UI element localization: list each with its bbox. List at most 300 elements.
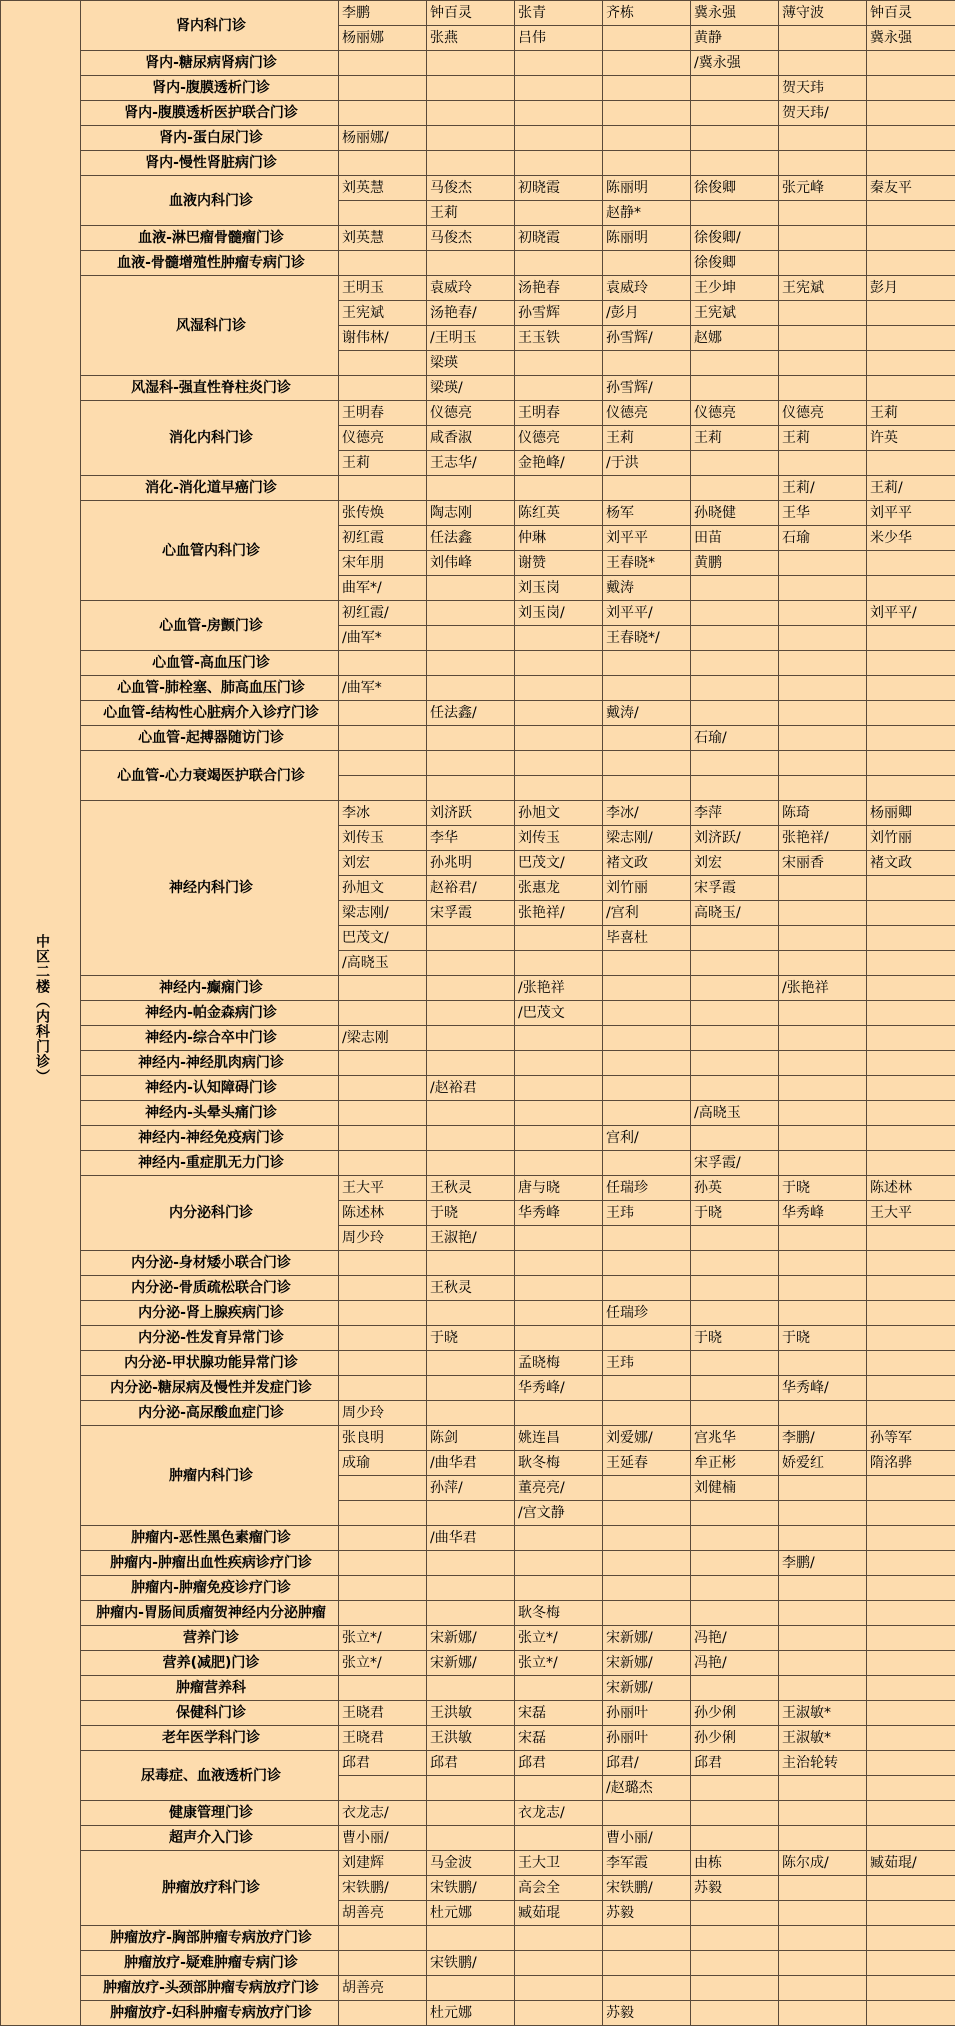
doctor-cell: 高会全 [515,1876,603,1901]
doctor-cell: 初红霞 [339,526,427,551]
schedule-row [1,376,955,401]
doctor-cell: 赵裕君/ [427,876,515,901]
doctor-cell [339,1376,427,1401]
doctor-cell: /曲华君 [427,1451,515,1476]
doctor-cell: 宫利/ [603,1126,691,1151]
doctor-cell [779,1051,867,1076]
doctor-cell: 曲军*/ [339,576,427,601]
doctor-cell: 王明玉 [339,276,427,301]
doctor-cell [867,976,955,1001]
clinic-name: 肿瘤放疗-妇科肿瘤专病放疗门诊 [81,2001,339,2026]
doctor-cell [691,576,779,601]
doctor-cell: 田苗 [691,526,779,551]
doctor-cell: /王明玉 [427,326,515,351]
doctor-cell: 石瑜/ [691,726,779,751]
clinic-name: 肿瘤内科门诊 [81,1426,339,1526]
doctor-cell: 于晓 [691,1201,779,1226]
schedule-row [1,676,955,701]
doctor-cell: 王宪斌 [339,301,427,326]
doctor-cell: 张立*/ [339,1651,427,1676]
doctor-cell: 邱君 [339,1751,427,1776]
doctor-cell: 邱君 [515,1751,603,1776]
clinic-name: 心血管内科门诊 [81,501,339,601]
doctor-cell: 刘英慧 [339,176,427,201]
schedule-row [1,1151,955,1176]
doctor-cell: 刘平平/ [603,601,691,626]
doctor-cell: 孙雪辉 [515,301,603,326]
doctor-cell [691,1276,779,1301]
schedule-row [1,1701,955,1726]
doctor-cell: 王莉/ [867,476,955,501]
doctor-cell: 张青 [515,1,603,26]
doctor-cell [867,151,955,176]
doctor-cell [339,1526,427,1551]
doctor-cell [603,1026,691,1051]
doctor-cell: 宋铁鹏/ [427,1876,515,1901]
doctor-cell [515,476,603,501]
doctor-cell: 张立*/ [515,1651,603,1676]
doctor-cell [691,1226,779,1251]
clinic-name: 心血管-结构性心脏病介入诊疗门诊 [81,701,339,726]
doctor-cell [691,601,779,626]
clinic-name: 神经内-综合卒中门诊 [81,1026,339,1051]
doctor-cell [691,676,779,701]
doctor-cell [779,1651,867,1676]
doctor-cell: 娇爱红 [779,1451,867,1476]
doctor-cell: 王莉 [603,426,691,451]
schedule-row [1,1026,955,1051]
doctor-cell: 吕伟 [515,26,603,51]
doctor-cell [779,626,867,651]
doctor-cell [867,1401,955,1426]
doctor-cell: 华秀峰 [779,1201,867,1226]
doctor-cell [691,1576,779,1601]
doctor-cell [867,926,955,951]
doctor-cell [691,1526,779,1551]
doctor-cell: 宋孚霞 [427,901,515,926]
doctor-cell [515,1301,603,1326]
schedule-row [1,1826,955,1851]
doctor-cell [867,1026,955,1051]
doctor-cell: 褚文政 [867,851,955,876]
doctor-cell [339,1676,427,1701]
doctor-cell [779,926,867,951]
schedule-row [1,1326,955,1351]
doctor-cell: 王秋灵 [427,1176,515,1201]
doctor-cell: 王春晓* [603,551,691,576]
doctor-cell [779,726,867,751]
clinic-name: 肿瘤放疗科门诊 [81,1851,339,1926]
doctor-cell [867,1251,955,1276]
clinic-name: 老年医学科门诊 [81,1726,339,1751]
doctor-cell: /赵璐杰 [603,1776,691,1801]
doctor-cell [603,951,691,976]
schedule-row [1,76,955,101]
doctor-cell [603,1401,691,1426]
doctor-cell [867,626,955,651]
doctor-cell: 王淑艳/ [427,1226,515,1251]
doctor-cell [867,1376,955,1401]
doctor-cell [339,1251,427,1276]
doctor-cell [779,2001,867,2026]
doctor-cell: /曲军* [339,676,427,701]
doctor-cell: 张艳祥/ [515,901,603,926]
clinic-name: 心血管-高血压门诊 [81,651,339,676]
doctor-cell [603,1801,691,1826]
doctor-cell [867,1001,955,1026]
doctor-cell [339,151,427,176]
clinic-name: 肿瘤放疗-疑难肿瘤专病门诊 [81,1951,339,1976]
doctor-cell [691,1251,779,1276]
doctor-cell [867,1926,955,1951]
doctor-cell [779,1401,867,1426]
doctor-cell: 王延春 [603,1451,691,1476]
doctor-cell: 冯艳/ [691,1626,779,1651]
doctor-cell: 李鹏 [339,1,427,26]
doctor-cell: 王洪敏 [427,1701,515,1726]
clinic-name: 神经内-头晕头痛门诊 [81,1101,339,1126]
doctor-cell [339,651,427,676]
doctor-cell [515,151,603,176]
schedule-row [1,976,955,1001]
doctor-cell: 耿冬梅 [515,1451,603,1476]
doctor-cell [691,451,779,476]
doctor-cell: 臧茹琨/ [867,1851,955,1876]
doctor-cell [427,1301,515,1326]
doctor-cell [691,101,779,126]
doctor-cell [779,226,867,251]
doctor-cell: 孟晓梅 [515,1351,603,1376]
doctor-cell: 王淑敏* [779,1701,867,1726]
doctor-cell [867,326,955,351]
doctor-cell [691,1401,779,1426]
clinic-name: 内分泌-骨质疏松联合门诊 [81,1276,339,1301]
schedule-row [1,2001,955,2026]
doctor-cell [779,1126,867,1151]
doctor-cell [779,1101,867,1126]
doctor-cell: 梁瑛/ [427,376,515,401]
doctor-cell: 宋铁鹏/ [339,1876,427,1901]
doctor-cell [339,1351,427,1376]
clinic-name: 内分泌-身材矮小联合门诊 [81,1251,339,1276]
doctor-cell: 华秀峰 [515,1201,603,1226]
doctor-cell: 王莉 [779,426,867,451]
doctor-cell: 陈丽明 [603,226,691,251]
doctor-cell [691,476,779,501]
doctor-cell [779,351,867,376]
doctor-cell [867,776,955,801]
doctor-cell [515,101,603,126]
doctor-cell [867,1151,955,1176]
clinic-name: 神经内-重症肌无力门诊 [81,1151,339,1176]
schedule-row [1,1126,955,1151]
doctor-cell: 王明春 [339,401,427,426]
schedule-row [1,401,955,426]
doctor-cell: 宋磊 [515,1726,603,1751]
doctor-cell [427,576,515,601]
doctor-cell: 贺天玮/ [779,101,867,126]
doctor-cell: 王大平 [867,1201,955,1226]
doctor-cell [339,101,427,126]
doctor-cell [427,951,515,976]
doctor-cell [691,1551,779,1576]
clinic-name: 内分泌-性发育异常门诊 [81,1326,339,1351]
schedule-row [1,276,955,301]
doctor-cell: 张传焕 [339,501,427,526]
doctor-cell [779,1526,867,1551]
doctor-cell: 刘平平 [603,526,691,551]
doctor-cell [603,351,691,376]
doctor-cell: 胡善亮 [339,1976,427,2001]
doctor-cell: 齐栋 [603,1,691,26]
doctor-cell [691,1051,779,1076]
doctor-cell [779,1576,867,1601]
doctor-cell: 周少玲 [339,1401,427,1426]
doctor-cell [691,1976,779,2001]
doctor-cell: 唐与晓 [515,1176,603,1201]
doctor-cell: 孙少俐 [691,1726,779,1751]
doctor-cell: 汤艳春/ [427,301,515,326]
doctor-cell: 于晓 [427,1201,515,1226]
doctor-cell: 孙英 [691,1176,779,1201]
doctor-cell [779,1226,867,1251]
doctor-cell: 贺天玮 [779,76,867,101]
doctor-cell [779,651,867,676]
doctor-cell [691,151,779,176]
schedule-row [1,1751,955,1776]
clinic-name: 内分泌科门诊 [81,1176,339,1251]
doctor-cell [779,876,867,901]
schedule-row [1,251,955,276]
doctor-cell [691,1901,779,1926]
doctor-cell [515,1276,603,1301]
doctor-cell [515,2001,603,2026]
doctor-cell: 王大平 [339,1176,427,1201]
doctor-cell [867,126,955,151]
doctor-cell [691,1376,779,1401]
clinic-name: 消化-消化道早癌门诊 [81,476,339,501]
doctor-cell [603,726,691,751]
schedule-row [1,1576,955,1601]
doctor-cell [603,676,691,701]
doctor-cell [603,1326,691,1351]
doctor-cell [515,1551,603,1576]
doctor-cell: 赵静* [603,201,691,226]
doctor-cell [691,626,779,651]
doctor-cell: 陈红英 [515,501,603,526]
doctor-cell: 李冰/ [603,801,691,826]
doctor-cell: 王晓君 [339,1701,427,1726]
doctor-cell [603,76,691,101]
doctor-cell: 孙丽叶 [603,1701,691,1726]
doctor-cell: 杜元娜 [427,1901,515,1926]
doctor-cell [427,1026,515,1051]
doctor-cell: 刘竹丽 [603,876,691,901]
doctor-cell: 张艳祥/ [779,826,867,851]
doctor-cell: 刘健楠 [691,1476,779,1501]
doctor-cell: 梁志刚/ [339,901,427,926]
doctor-cell [779,1301,867,1326]
schedule-row [1,1951,955,1976]
doctor-cell: 王华 [779,501,867,526]
doctor-cell [691,1126,779,1151]
doctor-cell [779,901,867,926]
clinic-name: 肿瘤内-肿瘤免疫诊疗门诊 [81,1576,339,1601]
doctor-cell [515,1576,603,1601]
doctor-cell: 杨丽娜/ [339,126,427,151]
doctor-cell: 苏毅 [603,2001,691,2026]
doctor-cell [779,776,867,801]
doctor-cell [779,1151,867,1176]
schedule-row [1,1426,955,1451]
doctor-cell [779,1626,867,1651]
clinic-name: 内分泌-肾上腺疾病门诊 [81,1301,339,1326]
doctor-cell [603,1476,691,1501]
doctor-cell: 陈琦 [779,801,867,826]
doctor-cell [339,976,427,1001]
doctor-cell: 金艳峰/ [515,451,603,476]
doctor-cell [603,1251,691,1276]
schedule-row [1,1,955,26]
doctor-cell [339,776,427,801]
doctor-cell [779,751,867,776]
doctor-cell: 姚连昌 [515,1426,603,1451]
doctor-cell [691,976,779,1001]
doctor-cell: 宋新娜/ [603,1676,691,1701]
doctor-cell [779,951,867,976]
doctor-cell: 邱君 [691,1751,779,1776]
doctor-cell [427,1826,515,1851]
doctor-cell: 李鹏/ [779,1551,867,1576]
doctor-cell: 华秀峰/ [515,1376,603,1401]
doctor-cell [867,1651,955,1676]
doctor-cell [515,1526,603,1551]
clinic-name: 肿瘤内-肿瘤出血性疾病诊疗门诊 [81,1551,339,1576]
doctor-cell [603,751,691,776]
doctor-cell: /张艳祥 [515,976,603,1001]
doctor-cell [339,1951,427,1976]
doctor-cell [339,701,427,726]
doctor-cell: 杨军 [603,501,691,526]
doctor-cell: 钟百灵 [427,1,515,26]
doctor-cell: 于晓 [427,1326,515,1351]
doctor-cell [339,1001,427,1026]
doctor-cell [603,776,691,801]
doctor-cell [867,251,955,276]
doctor-cell: 王莉 [691,426,779,451]
doctor-cell [603,1276,691,1301]
doctor-cell [603,1501,691,1526]
doctor-cell [603,1926,691,1951]
doctor-cell [691,376,779,401]
doctor-cell: 黄鹏 [691,551,779,576]
doctor-cell [603,476,691,501]
doctor-cell: 由栋 [691,1851,779,1876]
clinic-name: 肿瘤放疗-胸部肿瘤专病放疗门诊 [81,1926,339,1951]
doctor-cell: 王玮 [603,1351,691,1376]
doctor-cell [779,601,867,626]
doctor-cell: 刘玉岗/ [515,601,603,626]
doctor-cell [691,126,779,151]
doctor-cell: 汤艳春 [515,276,603,301]
clinic-name: 心血管-心力衰竭医护联合门诊 [81,751,339,801]
clinic-name: 肾内-糖尿病肾病门诊 [81,51,339,76]
doctor-cell: 于晓 [779,1176,867,1201]
doctor-cell: 宫兆华 [691,1426,779,1451]
doctor-cell [427,1976,515,2001]
doctor-cell: 咸香淑 [427,426,515,451]
clinic-name: 血液-骨髓增殖性肿瘤专病门诊 [81,251,339,276]
schedule-row [1,1976,955,2001]
doctor-cell [515,951,603,976]
doctor-cell [779,1776,867,1801]
area-label [1,1,81,2026]
doctor-cell: 米少华 [867,526,955,551]
doctor-cell [603,26,691,51]
doctor-cell [515,651,603,676]
doctor-cell [779,1951,867,1976]
doctor-cell: 刘济跃 [427,801,515,826]
doctor-cell: 牟正彬 [691,1451,779,1476]
doctor-cell: 邱君 [427,1751,515,1776]
doctor-cell: 刘传玉 [515,826,603,851]
doctor-cell [867,1101,955,1126]
doctor-cell [779,201,867,226]
doctor-cell [779,1801,867,1826]
doctor-cell [603,1526,691,1551]
doctor-cell [779,1351,867,1376]
doctor-cell [867,726,955,751]
doctor-cell: 张良明 [339,1426,427,1451]
doctor-cell [427,1401,515,1426]
doctor-cell: 马俊杰 [427,226,515,251]
doctor-cell [515,1076,603,1101]
doctor-cell: 宋新娜/ [603,1626,691,1651]
doctor-cell [779,301,867,326]
doctor-cell [427,1376,515,1401]
doctor-cell: 梁志刚/ [603,826,691,851]
clinic-name: 肾内-腹膜透析门诊 [81,76,339,101]
doctor-cell: 王莉 [867,401,955,426]
doctor-cell [427,651,515,676]
doctor-cell: 陶志刚 [427,501,515,526]
clinic-name: 心血管-房颤门诊 [81,601,339,651]
doctor-cell [339,1276,427,1301]
doctor-cell [427,1576,515,1601]
doctor-cell [515,1951,603,1976]
doctor-cell [515,251,603,276]
doctor-cell: 陈尔成/ [779,1851,867,1876]
doctor-cell: /赵裕君 [427,1076,515,1101]
doctor-cell: 王宪斌 [691,301,779,326]
doctor-cell: /于洪 [603,451,691,476]
doctor-cell: /宫文静 [515,1501,603,1526]
doctor-cell: 黄静 [691,26,779,51]
doctor-cell: 刘爱娜/ [603,1426,691,1451]
doctor-cell [867,1801,955,1826]
doctor-cell: 马俊杰 [427,176,515,201]
doctor-cell [339,1076,427,1101]
doctor-cell [515,126,603,151]
doctor-cell [427,1601,515,1626]
doctor-cell: 许英 [867,426,955,451]
doctor-cell [867,51,955,76]
doctor-cell [867,1351,955,1376]
doctor-cell [427,101,515,126]
doctor-cell: 华秀峰/ [779,1376,867,1401]
doctor-cell [427,1351,515,1376]
schedule-row [1,501,955,526]
